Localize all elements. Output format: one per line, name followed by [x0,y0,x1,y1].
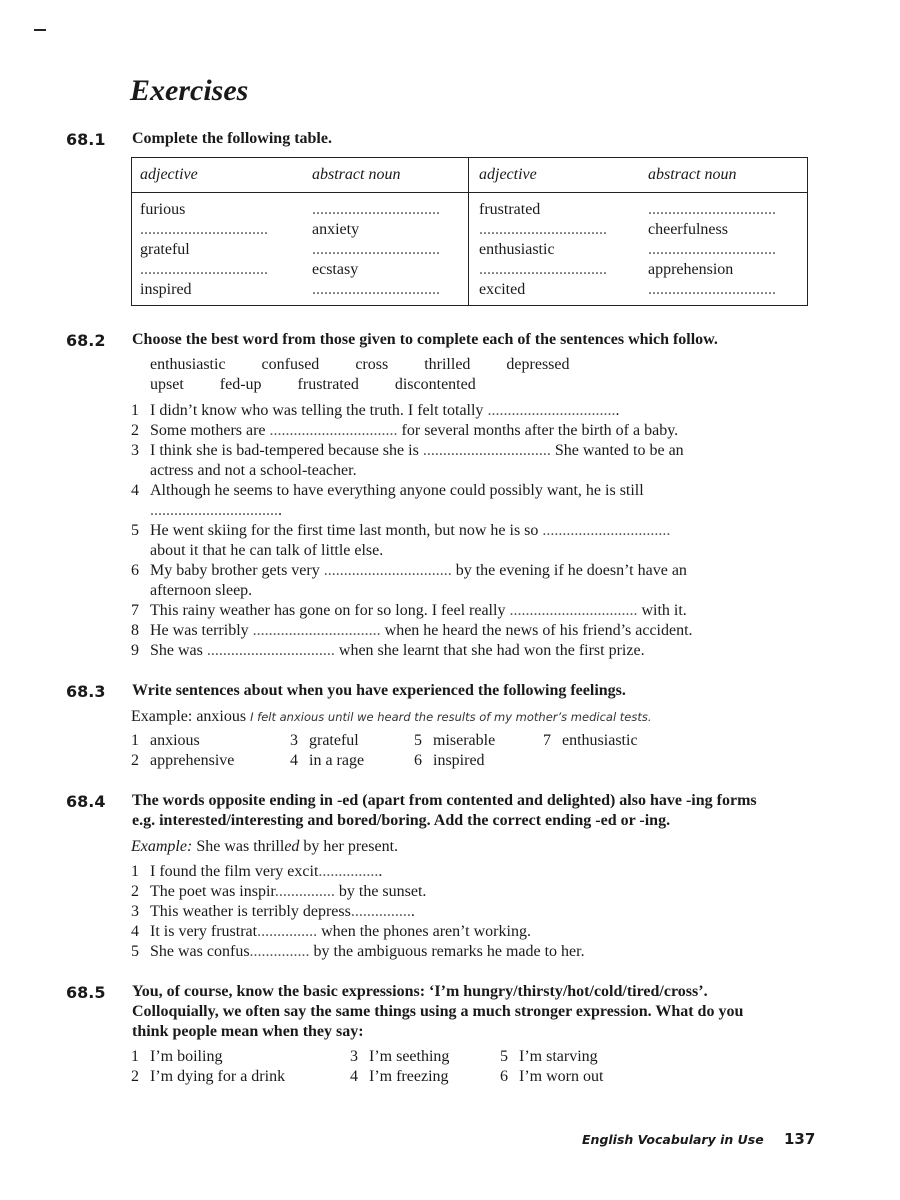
table-cell: grateful [140,241,190,258]
section-number: 68.5 [66,983,106,1002]
list-item: 1 I didn’t know who was telling the truth. I felt totally ................................. [131,402,620,419]
list-item: 3 I think she is bad-tempered because she is ................................ She wanted to be an [131,442,684,459]
list-item: 4 It is very frustrat............... when the phones aren’t working. [131,923,531,940]
page-title: Exercises [130,74,249,107]
word-box-row: upset fed-up frustrated discontented [150,376,476,393]
list-item-continuation: actress and not a school-teacher. [150,462,357,479]
list-item-continuation: afternoon sleep. [150,582,253,599]
blank: ................................ [312,201,440,218]
adjective-noun-table [131,157,808,306]
list-item: 6 My baby brother gets very ................................ by the evening if he doesn’t have an [131,562,687,579]
table-header: abstract noun [648,166,737,183]
list-item: 5 He went skiing for the first time last month, but now he is so ................................ [131,522,671,539]
blank: ................................ [312,281,440,298]
section-number: 68.4 [66,792,106,811]
list-item: 4 I’m freezing [350,1068,449,1085]
margin-mark [34,29,46,31]
blank: ................................ [479,261,607,278]
list-item: 2 Some mothers are ................................ for several months after the birth of a baby. [131,422,679,439]
table-cell: frustrated [479,201,541,218]
list-item: 6 inspired [414,752,485,769]
table-cell: excited [479,281,526,298]
list-item: 3 grateful [290,732,359,749]
list-item: 2 I’m dying for a drink [131,1068,286,1085]
blank: ................................ [648,241,776,258]
list-item: 2 The poet was inspir............... by the sunset. [131,883,427,900]
book-title: English Vocabulary in Use [582,1132,764,1147]
table-header: abstract noun [312,166,401,183]
table-header: adjective [479,166,537,183]
list-item: 1 anxious [131,732,200,749]
table-cell: ecstasy [312,261,359,278]
table-cell: furious [140,201,186,218]
list-item: 5 I’m starving [500,1048,598,1065]
list-item: 2 apprehensive [131,752,235,769]
table-header: adjective [140,166,198,183]
list-item: 5 She was confus............... by the ambiguous remarks he made to her. [131,943,585,960]
list-item: 1 I’m boiling [131,1048,223,1065]
table-cell: apprehension [648,261,734,278]
word-box-row: enthusiastic confused cross thrilled depressed [150,356,570,373]
list-item: 3 This weather is terribly depress................ [131,903,415,920]
section-number: 68.3 [66,682,106,701]
section-instruction: Complete the following table. [132,130,332,147]
list-item-continuation: about it that he can talk of little else. [150,542,384,559]
blank: ................................ [140,221,268,238]
list-item: 7 enthusiastic [543,732,638,749]
section-instruction: e.g. interested/interesting and bored/boring. Add the correct ending -ed or -ing. [132,812,671,829]
section-number: 68.2 [66,331,106,350]
section-instruction: Write sentences about when you have experienced the following feelings. [132,682,626,699]
section-instruction: The words opposite ending in -ed (apart from contented and delighted) also have -ing forms [132,792,757,809]
table-cell: cheerfulness [648,221,728,238]
section-instruction: think people mean when they say: [132,1023,364,1040]
section-instruction: Colloquially, we often say the same things using a much stronger expression. What do you [132,1003,744,1020]
blank: ................................ [140,261,268,278]
section-instruction: You, of course, know the basic expressions: ‘I’m hungry/thirsty/hot/cold/tired/cross’. [132,983,708,1000]
table-cell: inspired [140,281,192,298]
list-item-continuation: ................................. [150,502,282,519]
page-number: 137 [784,1130,816,1148]
section-instruction: Choose the best word from those given to complete each of the sentences which follow. [132,331,718,348]
section-number: 68.1 [66,130,106,149]
table-cell: enthusiastic [479,241,555,258]
example-line: Example: anxious I felt anxious until we heard the results of my mother’s medical tests. [131,708,652,725]
table-cell: anxiety [312,221,360,238]
blank: ................................ [648,201,776,218]
example-line: Example: She was thrilled by her present. [131,838,399,855]
list-item: 6 I’m worn out [500,1068,604,1085]
blank: ................................ [648,281,776,298]
list-item: 7 This rainy weather has gone on for so long. I feel really ................................ with it. [131,602,687,619]
list-item: 4 in a rage [290,752,365,769]
list-item: 5 miserable [414,732,496,749]
list-item: 4 Although he seems to have everything anyone could possibly want, he is still [131,482,644,499]
list-item: 1 I found the film very excit................ [131,863,383,880]
list-item: 9 She was ................................ when she learnt that she had won the first prize. [131,642,645,659]
list-item: 8 He was terribly ................................ when he heard the news of his friend’s accident. [131,622,693,639]
blank: ................................ [312,241,440,258]
blank: ................................ [479,221,607,238]
list-item: 3 I’m seething [350,1048,450,1065]
